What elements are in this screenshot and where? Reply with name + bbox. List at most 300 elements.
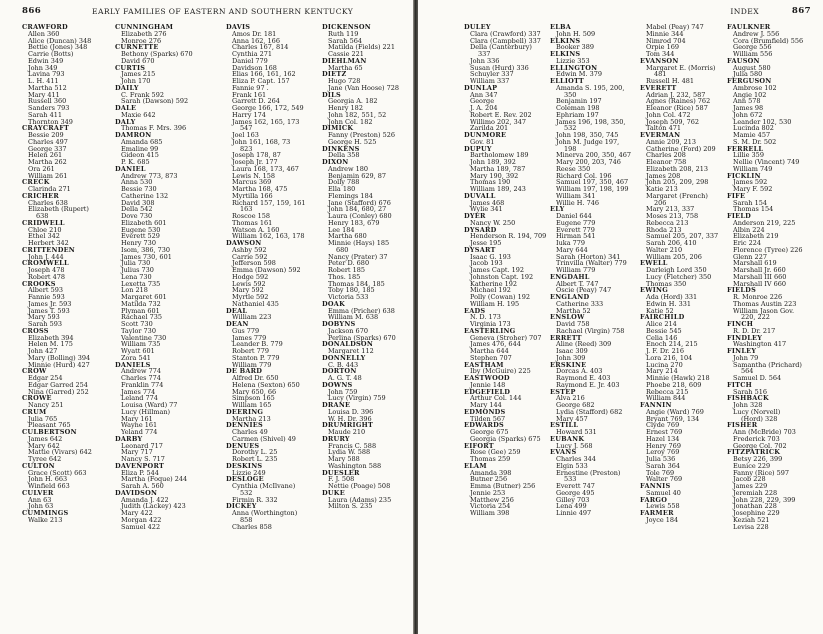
surname-heading: DAWSON bbox=[226, 239, 262, 247]
index-entry: John 309 bbox=[556, 353, 586, 362]
index-entry-continuation: 220, 222 bbox=[741, 313, 770, 322]
index-entry: George 166, 172, 549 bbox=[232, 104, 304, 112]
surname-heading: ELLIOTT bbox=[550, 77, 584, 85]
index-entry: Mary 717 bbox=[121, 448, 153, 457]
index-entry: James 774 bbox=[121, 387, 156, 396]
index-entry: Louisa (Ward) 77 bbox=[121, 401, 178, 409]
index-entry: Orpie 169 bbox=[646, 43, 679, 52]
index-entry: Frank 161 bbox=[232, 90, 267, 99]
index-entry: William 162, 163, 178 bbox=[232, 232, 305, 241]
index-entry: Elizabeth 208, 213 bbox=[646, 164, 709, 173]
surname-heading: DANIELS bbox=[115, 360, 151, 369]
index-entry: Albert 593 bbox=[28, 286, 63, 295]
index-entry: Arthur Col. 144 bbox=[470, 394, 522, 403]
index-entry: Toby 180, 185 bbox=[328, 286, 375, 295]
index-entry: Daniel 779 bbox=[232, 56, 268, 65]
surname-heading: FAULKNER bbox=[727, 24, 771, 31]
index-entry: Marshall IV 660 bbox=[733, 279, 786, 288]
surname-heading: CULBERTSON bbox=[22, 428, 77, 436]
index-entry: William 337 bbox=[470, 77, 510, 85]
index-entry: John M. Judge 197, bbox=[556, 137, 620, 146]
index-entry: Julia 765 bbox=[28, 414, 58, 423]
surname-heading: DIMICK bbox=[322, 124, 354, 133]
index-entry: Minnie (Hawk) 218 bbox=[646, 374, 710, 382]
index-column-1 bbox=[22, 24, 114, 634]
index-entry: Joel 163 bbox=[232, 131, 259, 139]
index-entry: Fannie 97 . bbox=[232, 83, 269, 92]
index-entry: Cynthia 271 bbox=[232, 50, 273, 58]
index-entry: Rebecca 215 bbox=[646, 387, 689, 396]
index-entry: Russell 360 bbox=[28, 97, 67, 106]
index-entry: George 495 bbox=[556, 488, 595, 497]
index-entry: Wylie 341 bbox=[470, 205, 503, 214]
index-entry: Isaac 309 bbox=[556, 347, 588, 355]
index-entry: Mabel (Peay) 747 bbox=[646, 24, 704, 31]
surname-heading: CUMMINGS bbox=[22, 509, 69, 517]
index-entry: James Jr. 593 bbox=[28, 299, 72, 308]
index-entry: Gus 779 bbox=[232, 326, 260, 335]
index-entry: James Capt. 192 bbox=[470, 266, 525, 274]
index-entry: Geneva (Stroher) 707 bbox=[470, 333, 542, 342]
index-entry: Ashby 592 bbox=[232, 245, 267, 254]
index-entry: Anderson 219, 225 bbox=[733, 218, 796, 227]
index-entry: Maude 210 bbox=[328, 428, 366, 436]
surname-heading: EDGEFIELD bbox=[464, 387, 511, 396]
index-entry: Lillie 359 bbox=[733, 151, 764, 160]
index-entry: Sarah 206, 410 bbox=[646, 239, 697, 247]
index-entry: Georgia (Sparks) 675 bbox=[470, 434, 541, 443]
surname-heading: ESTEP bbox=[550, 387, 576, 396]
index-entry: Charles 49 bbox=[232, 428, 268, 436]
index-entry: Ethel 342 bbox=[28, 232, 60, 241]
index-entry: Harry 174 bbox=[232, 110, 266, 119]
index-entry: Wyatt 601 bbox=[121, 347, 155, 355]
index-entry: Eugene 530 bbox=[121, 225, 161, 234]
index-entry: Sarah 564 bbox=[328, 36, 362, 45]
surname-heading: CRITTENDEN bbox=[22, 245, 75, 254]
index-entry: Gideon 415 bbox=[121, 151, 159, 160]
surname-heading: EADS bbox=[464, 306, 486, 315]
index-entry: James 476, 644 bbox=[470, 340, 521, 349]
surname-heading: DONALDSON bbox=[322, 340, 374, 349]
surname-heading: ELKINS bbox=[550, 50, 581, 58]
surname-heading: DEAN bbox=[226, 320, 249, 328]
index-entry: Susan (Hurd) 336 bbox=[470, 63, 529, 72]
index-entry: Lee 184 bbox=[328, 225, 355, 234]
index-entry: Bryant 769, 134 bbox=[646, 414, 700, 423]
surname-heading: EDMONDS bbox=[464, 407, 506, 416]
index-entry: Taylor 730 bbox=[121, 326, 156, 335]
index-entry: Jennie 253 bbox=[470, 488, 506, 497]
index-entry: Jefferson 598 bbox=[232, 259, 276, 268]
index-entry: Edgar 254 bbox=[28, 374, 63, 382]
index-entry: Gov. 81 bbox=[470, 137, 495, 146]
index-entry: Henry 769 bbox=[646, 441, 681, 450]
index-entry: Dorothy L. 25 bbox=[232, 448, 278, 457]
index-entry: F. J. 508 bbox=[328, 475, 355, 484]
surname-heading: DICKEY bbox=[226, 502, 257, 511]
index-entry: Joseph 178, 87 bbox=[232, 151, 281, 160]
index-entry: Robert L. 235 bbox=[232, 455, 278, 463]
index-entry: James 592 bbox=[733, 178, 768, 187]
index-entry: Bethony (Sparks) 670 bbox=[121, 50, 193, 58]
index-entry: Enoch 214, 215 bbox=[646, 340, 698, 349]
index-entry: Charles 638 bbox=[28, 198, 68, 207]
index-entry: Matthew 256 bbox=[470, 495, 514, 504]
index-entry: Ann (McBride) 703 bbox=[733, 428, 796, 436]
index-entry: Everett 747 bbox=[556, 482, 595, 490]
index-entry: J. A. 204 bbox=[470, 104, 498, 112]
index-entry: Bettie (Jones) 348 bbox=[28, 43, 88, 52]
index-entry: William 398 bbox=[470, 509, 510, 517]
index-entry: Zora 541 bbox=[121, 353, 151, 362]
index-entry: Thomas 190 bbox=[470, 178, 511, 187]
index-entry: Nimrod 704 bbox=[646, 36, 686, 45]
surname-heading: ENGDAHL bbox=[550, 272, 590, 281]
index-entry: Joseph 509, 762 bbox=[646, 117, 700, 126]
surname-heading: FITCH bbox=[727, 380, 753, 389]
index-entry: Lucy (Hillman) bbox=[121, 407, 171, 416]
index-entry: Roscoe 158 bbox=[232, 212, 271, 220]
index-entry: Charles 344 bbox=[556, 455, 596, 463]
index-entry: Margaret (French) bbox=[646, 191, 708, 200]
index-entry: Andrew 773, 873 bbox=[121, 171, 178, 180]
index-entry: Laura 168, 173, 467 bbox=[232, 164, 299, 173]
index-entry: Lizzie 353 bbox=[556, 56, 590, 65]
index-entry: Lizzie 249 bbox=[232, 468, 266, 477]
index-entry: Richard 157, 159, 161 bbox=[232, 198, 306, 207]
index-entry: William 223 bbox=[232, 313, 272, 322]
index-entry: John 198, 350, 745 bbox=[556, 131, 619, 139]
index-entry: Emaline 99 bbox=[121, 144, 159, 153]
index-entry: Martha 65 bbox=[328, 63, 363, 72]
index-entry: Lydia (Stafford) 682 bbox=[556, 407, 623, 416]
index-entry: Emma (Dawson) 592 bbox=[232, 266, 301, 274]
index-entry: Robert 185 bbox=[328, 266, 366, 274]
index-entry: Edwin H. 331 bbox=[646, 299, 692, 308]
surname-heading: CRIDWELL bbox=[22, 218, 65, 227]
index-entry: Mary 214 bbox=[646, 367, 678, 376]
index-entry: Maxie 642 bbox=[121, 110, 156, 119]
index-entry: Samuel 197, 350, 467 bbox=[556, 178, 629, 187]
index-entry: Eleanor 758 bbox=[646, 158, 687, 166]
index-entry: Chloe 210 bbox=[28, 225, 62, 234]
index-entry-continuation: 858 bbox=[240, 515, 253, 524]
index-entry: Isaac G. 193 bbox=[470, 252, 511, 261]
index-entry: Mary 650, 66 bbox=[232, 387, 277, 396]
index-entry: William 844 bbox=[646, 394, 686, 403]
index-entry: James 162, 165, 173 bbox=[232, 117, 300, 126]
index-entry: Pleasant 765 bbox=[28, 421, 71, 430]
index-entry: Martha 52 bbox=[556, 306, 591, 315]
index-column-8 bbox=[727, 24, 822, 634]
index-entry: Everett 529 bbox=[121, 232, 160, 241]
index-entry: Coleman 198 bbox=[556, 104, 600, 112]
index-entry: Mary 161 bbox=[121, 414, 153, 423]
surname-heading: DRURY bbox=[322, 434, 350, 443]
index-entry: John 170 bbox=[121, 77, 151, 85]
index-entry: Milton S. 235 bbox=[328, 502, 373, 511]
surname-heading: DAVIDSON bbox=[115, 488, 158, 497]
index-entry: Helen 261 bbox=[28, 151, 63, 160]
surname-heading: DESLOGE bbox=[226, 475, 264, 484]
index-entry: Iby (McGuire) 225 bbox=[470, 367, 531, 376]
index-entry: John 427 bbox=[28, 347, 58, 355]
index-entry: Peter D. 680 bbox=[328, 259, 370, 268]
surname-heading: DONNELLY bbox=[322, 353, 366, 362]
index-entry: James 642 bbox=[28, 434, 63, 443]
index-entry: Rhoda 213 bbox=[646, 225, 682, 234]
index-entry: Nancy W. 250 bbox=[470, 218, 516, 227]
index-entry: Ada (Hord) 331 bbox=[646, 293, 698, 301]
index-entry: Benjamin 629, 87 bbox=[328, 171, 387, 180]
index-entry-continuation: 206 bbox=[654, 198, 667, 207]
index-entry: L. H. 411 bbox=[28, 77, 59, 85]
index-entry: Johnston Capt. 192 bbox=[470, 272, 534, 281]
index-entry: R. D. Dr. 217 bbox=[733, 326, 776, 335]
surname-heading: ELY bbox=[550, 205, 565, 214]
surname-heading: DAILY bbox=[115, 83, 139, 92]
index-entry: Hugo 728 bbox=[328, 77, 361, 85]
index-entry: Lucy (Virgin) 759 bbox=[328, 394, 386, 403]
index-entry: John 205, 209, 298 bbox=[646, 178, 709, 187]
index-entry: Celia 146 bbox=[646, 333, 678, 342]
index-entry: Dorcas A. 403 bbox=[556, 367, 603, 376]
index-entry: Cora (Brumfield) 556 bbox=[733, 36, 804, 45]
index-entry: Ora 261 bbox=[28, 164, 55, 173]
index-entry: Jeremiah 228 bbox=[733, 488, 778, 497]
index-entry: Levisa 228 bbox=[733, 522, 769, 531]
index-entry: Laura (Conley) 680 bbox=[328, 212, 392, 220]
surname-heading: FISHER bbox=[727, 421, 758, 430]
surname-heading: DYER bbox=[464, 212, 486, 220]
index-entry: Jane (Stafford) 676 bbox=[328, 198, 391, 207]
index-entry: John H. 509 bbox=[556, 29, 596, 38]
index-entry: Watson A. 160 bbox=[232, 225, 280, 234]
surname-heading: DUPUY bbox=[464, 144, 492, 153]
index-entry: Dove 730 bbox=[121, 212, 153, 220]
surname-heading: EVANS bbox=[550, 448, 577, 457]
index-entry: Darleigh Lord 350 bbox=[646, 266, 707, 274]
index-entry: Martha 262 bbox=[28, 158, 67, 166]
surname-heading: DOAK bbox=[322, 299, 345, 308]
index-entry: C. Frank 592 bbox=[121, 90, 164, 99]
index-entry: Charles 774 bbox=[121, 374, 161, 382]
index-entry: John 189, 392 bbox=[470, 158, 516, 166]
index-entry: Bessie 209 bbox=[28, 131, 64, 139]
index-entry: Angie 102 bbox=[733, 90, 767, 99]
index-entry: Samuel 205, 207, 337 bbox=[646, 232, 719, 241]
index-entry: Katherine 192 bbox=[470, 279, 518, 288]
index-entry: A. G. T. 48 bbox=[328, 374, 362, 382]
index-entry: Amos Dr. 181 bbox=[232, 29, 277, 38]
index-entry-continuation: 198 bbox=[564, 144, 577, 153]
index-entry: Julius 730 bbox=[121, 266, 154, 274]
surname-heading: FINLEY bbox=[727, 347, 757, 355]
index-entry: Hazel 134 bbox=[646, 434, 680, 443]
index-entry: Valentine 730 bbox=[121, 333, 167, 342]
index-entry-continuation: (Hord) 328 bbox=[741, 414, 778, 423]
index-entry: Raymond E. Jr. 403 bbox=[556, 380, 620, 389]
index-entry: Eugene 779 bbox=[556, 218, 596, 227]
index-entry: William M. 638 bbox=[328, 313, 379, 322]
index-entry: Lexetta 735 bbox=[121, 279, 161, 288]
index-entry: Martha 189, 787 bbox=[470, 164, 526, 173]
surname-heading: EASTHAM bbox=[464, 360, 504, 369]
index-entry: Ann 347 bbox=[470, 90, 498, 99]
index-entry: Amanda S. 195, 200, bbox=[556, 83, 625, 92]
index-entry: Franklin 774 bbox=[121, 380, 164, 389]
index-entry: Eleanor (Rice) 587 bbox=[646, 104, 708, 112]
index-entry: Lucy (Norvell) bbox=[733, 407, 781, 416]
index-entry: Alva 216 bbox=[556, 394, 585, 403]
index-entry: Carrie 592 bbox=[232, 252, 268, 261]
index-entry: Mary 457 bbox=[556, 414, 588, 423]
index-entry: James 779 bbox=[232, 333, 267, 342]
surname-heading: CROSS bbox=[22, 326, 49, 335]
index-entry: Sarah (Dawson) 592 bbox=[121, 97, 189, 106]
index-entry: Lucy J. 568 bbox=[556, 441, 593, 450]
surname-heading: FIELD bbox=[727, 212, 752, 220]
index-entry: Sarah (Horton) 341 bbox=[556, 252, 621, 261]
index-entry: Emma (Pricher) 638 bbox=[328, 306, 395, 315]
index-entry: George H. 525 bbox=[328, 137, 377, 146]
index-entry: Martha 680 bbox=[328, 232, 367, 241]
surname-heading: FARMER bbox=[640, 509, 674, 517]
index-entry: Lydia W. 588 bbox=[328, 448, 371, 457]
index-entry: Josephine 229 bbox=[733, 509, 780, 517]
index-entry-continuation: 638 bbox=[36, 212, 49, 220]
index-entry: Victoria 254 bbox=[470, 502, 511, 511]
surname-heading: DALE bbox=[115, 104, 137, 112]
index-entry: Martha 213 bbox=[232, 414, 271, 423]
index-entry: William Jason Gov. bbox=[733, 306, 795, 315]
surname-heading: DE BARD bbox=[226, 367, 263, 376]
index-entry: John J. 444 bbox=[28, 252, 64, 261]
index-entry: Leander B. 779 bbox=[232, 340, 283, 349]
index-entry: Fanny (Rice) 597 bbox=[733, 468, 790, 477]
surname-heading: ELKINS bbox=[550, 36, 581, 45]
index-entry: James 98 bbox=[733, 104, 764, 112]
index-entry: Samuel 40 bbox=[646, 488, 681, 497]
index-entry: Morgan 422 bbox=[121, 515, 162, 524]
index-entry: Mary 411 bbox=[28, 90, 60, 99]
index-entry: Fannie 593 bbox=[28, 293, 65, 301]
index-entry: Elizabeth 276 bbox=[121, 29, 167, 38]
index-entry: Thomas 161 bbox=[232, 218, 273, 227]
index-entry: Julia 536 bbox=[646, 455, 676, 463]
index-entry: Sarah 154 bbox=[733, 198, 767, 207]
index-entry: Talton 471 bbox=[646, 124, 681, 133]
index-entry: Bessie 545 bbox=[646, 326, 682, 335]
index-entry: Catherine 333 bbox=[556, 299, 604, 308]
index-entry: Nina (Garred) 252 bbox=[28, 387, 89, 396]
index-entry: Jackson 670 bbox=[328, 326, 368, 335]
index-entry: Elias 166, 161, 162 bbox=[232, 70, 296, 79]
index-entry: David 670 bbox=[121, 56, 155, 65]
index-entry: Margaret 112 bbox=[328, 347, 374, 355]
index-entry: Isom, 386, 730 bbox=[121, 245, 171, 254]
index-entry: Katie 52 bbox=[646, 306, 674, 315]
surname-heading: FAIRCHILD bbox=[640, 313, 685, 322]
surname-heading: ELAM bbox=[464, 461, 487, 470]
index-entry: Monroe 276 bbox=[121, 36, 162, 45]
surname-heading: FIFE bbox=[727, 191, 746, 200]
index-entry: Hodge 592 bbox=[232, 272, 269, 281]
index-entry: Minerva 200, 350, 467 bbox=[556, 151, 631, 160]
index-entry: Dolly 788 bbox=[328, 178, 360, 187]
index-entry: Mary 588 bbox=[328, 455, 360, 463]
surname-heading: DOWNS bbox=[322, 380, 353, 389]
index-entry: Washington 588 bbox=[328, 461, 382, 470]
index-entry: Sarah 516 bbox=[733, 387, 767, 396]
index-entry: Edgar Garred 254 bbox=[28, 380, 88, 389]
surname-heading: EASTWOOD bbox=[464, 374, 510, 382]
surname-heading: DAMRON bbox=[115, 131, 152, 139]
surname-heading: ERSKINE bbox=[550, 360, 587, 369]
index-entry: Myrtle 592 bbox=[232, 293, 269, 301]
index-entry: William 749 bbox=[733, 164, 773, 173]
index-entry: Nathaniel 435 bbox=[232, 299, 279, 308]
index-entry: Lavina 793 bbox=[28, 70, 65, 79]
index-entry: Robert 779 bbox=[232, 347, 270, 355]
index-entry: Judith (Lackey) 423 bbox=[121, 502, 186, 511]
index-entry: John 63 bbox=[28, 502, 54, 511]
index-entry: Betsy 226, 399 bbox=[733, 455, 783, 463]
index-entry: Catherine 132 bbox=[121, 191, 169, 200]
left-running-title: EARLY FAMILIES OF EASTERN AND SOUTHERN KENTUCKY bbox=[92, 7, 354, 16]
index-entry: James 208 bbox=[646, 171, 681, 180]
index-entry: Nancy S. 717 bbox=[121, 455, 165, 463]
index-entry: George bbox=[470, 97, 495, 106]
right-page-number: 867 bbox=[791, 6, 811, 16]
index-entry: Henderson R. 194, 709 bbox=[470, 232, 547, 241]
surname-heading: DUNLAP bbox=[464, 83, 498, 92]
index-entry: James 468 bbox=[470, 198, 505, 207]
index-entry: William 735 bbox=[121, 340, 161, 349]
index-entry: Victoria 533 bbox=[328, 293, 369, 301]
index-entry: J. F. Dr. 216 bbox=[646, 347, 685, 355]
right-page bbox=[418, 0, 823, 634]
index-entry: Mary 642 bbox=[28, 441, 60, 450]
index-entry: Della 542 bbox=[121, 205, 153, 214]
surname-heading: EVERETT bbox=[640, 83, 677, 92]
index-entry: Linnie 497 bbox=[556, 509, 592, 517]
index-entry: Cassie 221 bbox=[328, 50, 364, 58]
surname-heading: DUNMORE bbox=[464, 131, 507, 139]
index-entry: Clara (Campbell) 337 bbox=[470, 36, 541, 45]
index-entry: Leroy 769 bbox=[646, 448, 680, 457]
index-entry: Margaret E. (Morris) bbox=[646, 63, 716, 72]
index-entry-continuation: 564 bbox=[741, 367, 754, 376]
surname-heading: DOBYNS bbox=[322, 320, 356, 328]
surname-heading: FICKLIN bbox=[727, 171, 761, 180]
surname-heading: DIEHLMAN bbox=[322, 56, 367, 65]
surname-heading: CROMWELL bbox=[22, 259, 69, 268]
index-entry: Marcus 369 bbox=[232, 178, 272, 187]
left-page-number: 866 bbox=[22, 6, 42, 16]
index-entry: Thomas 350 bbox=[646, 279, 687, 288]
index-entry: Alice (Duncan) 348 bbox=[28, 36, 92, 45]
index-entry-continuation: 823 bbox=[240, 144, 253, 153]
index-entry: William 779 bbox=[556, 266, 596, 274]
index-entry: Thos. 185 bbox=[328, 272, 361, 281]
index-entry: Sarah 364 bbox=[646, 461, 680, 470]
index-entry: Helen M. 175 bbox=[28, 340, 73, 349]
surname-heading: CUNNINGHAM bbox=[115, 24, 174, 31]
index-entry: Mary (Bolling) 394 bbox=[28, 353, 91, 362]
index-entry: Garrett D. 264 bbox=[232, 97, 280, 106]
